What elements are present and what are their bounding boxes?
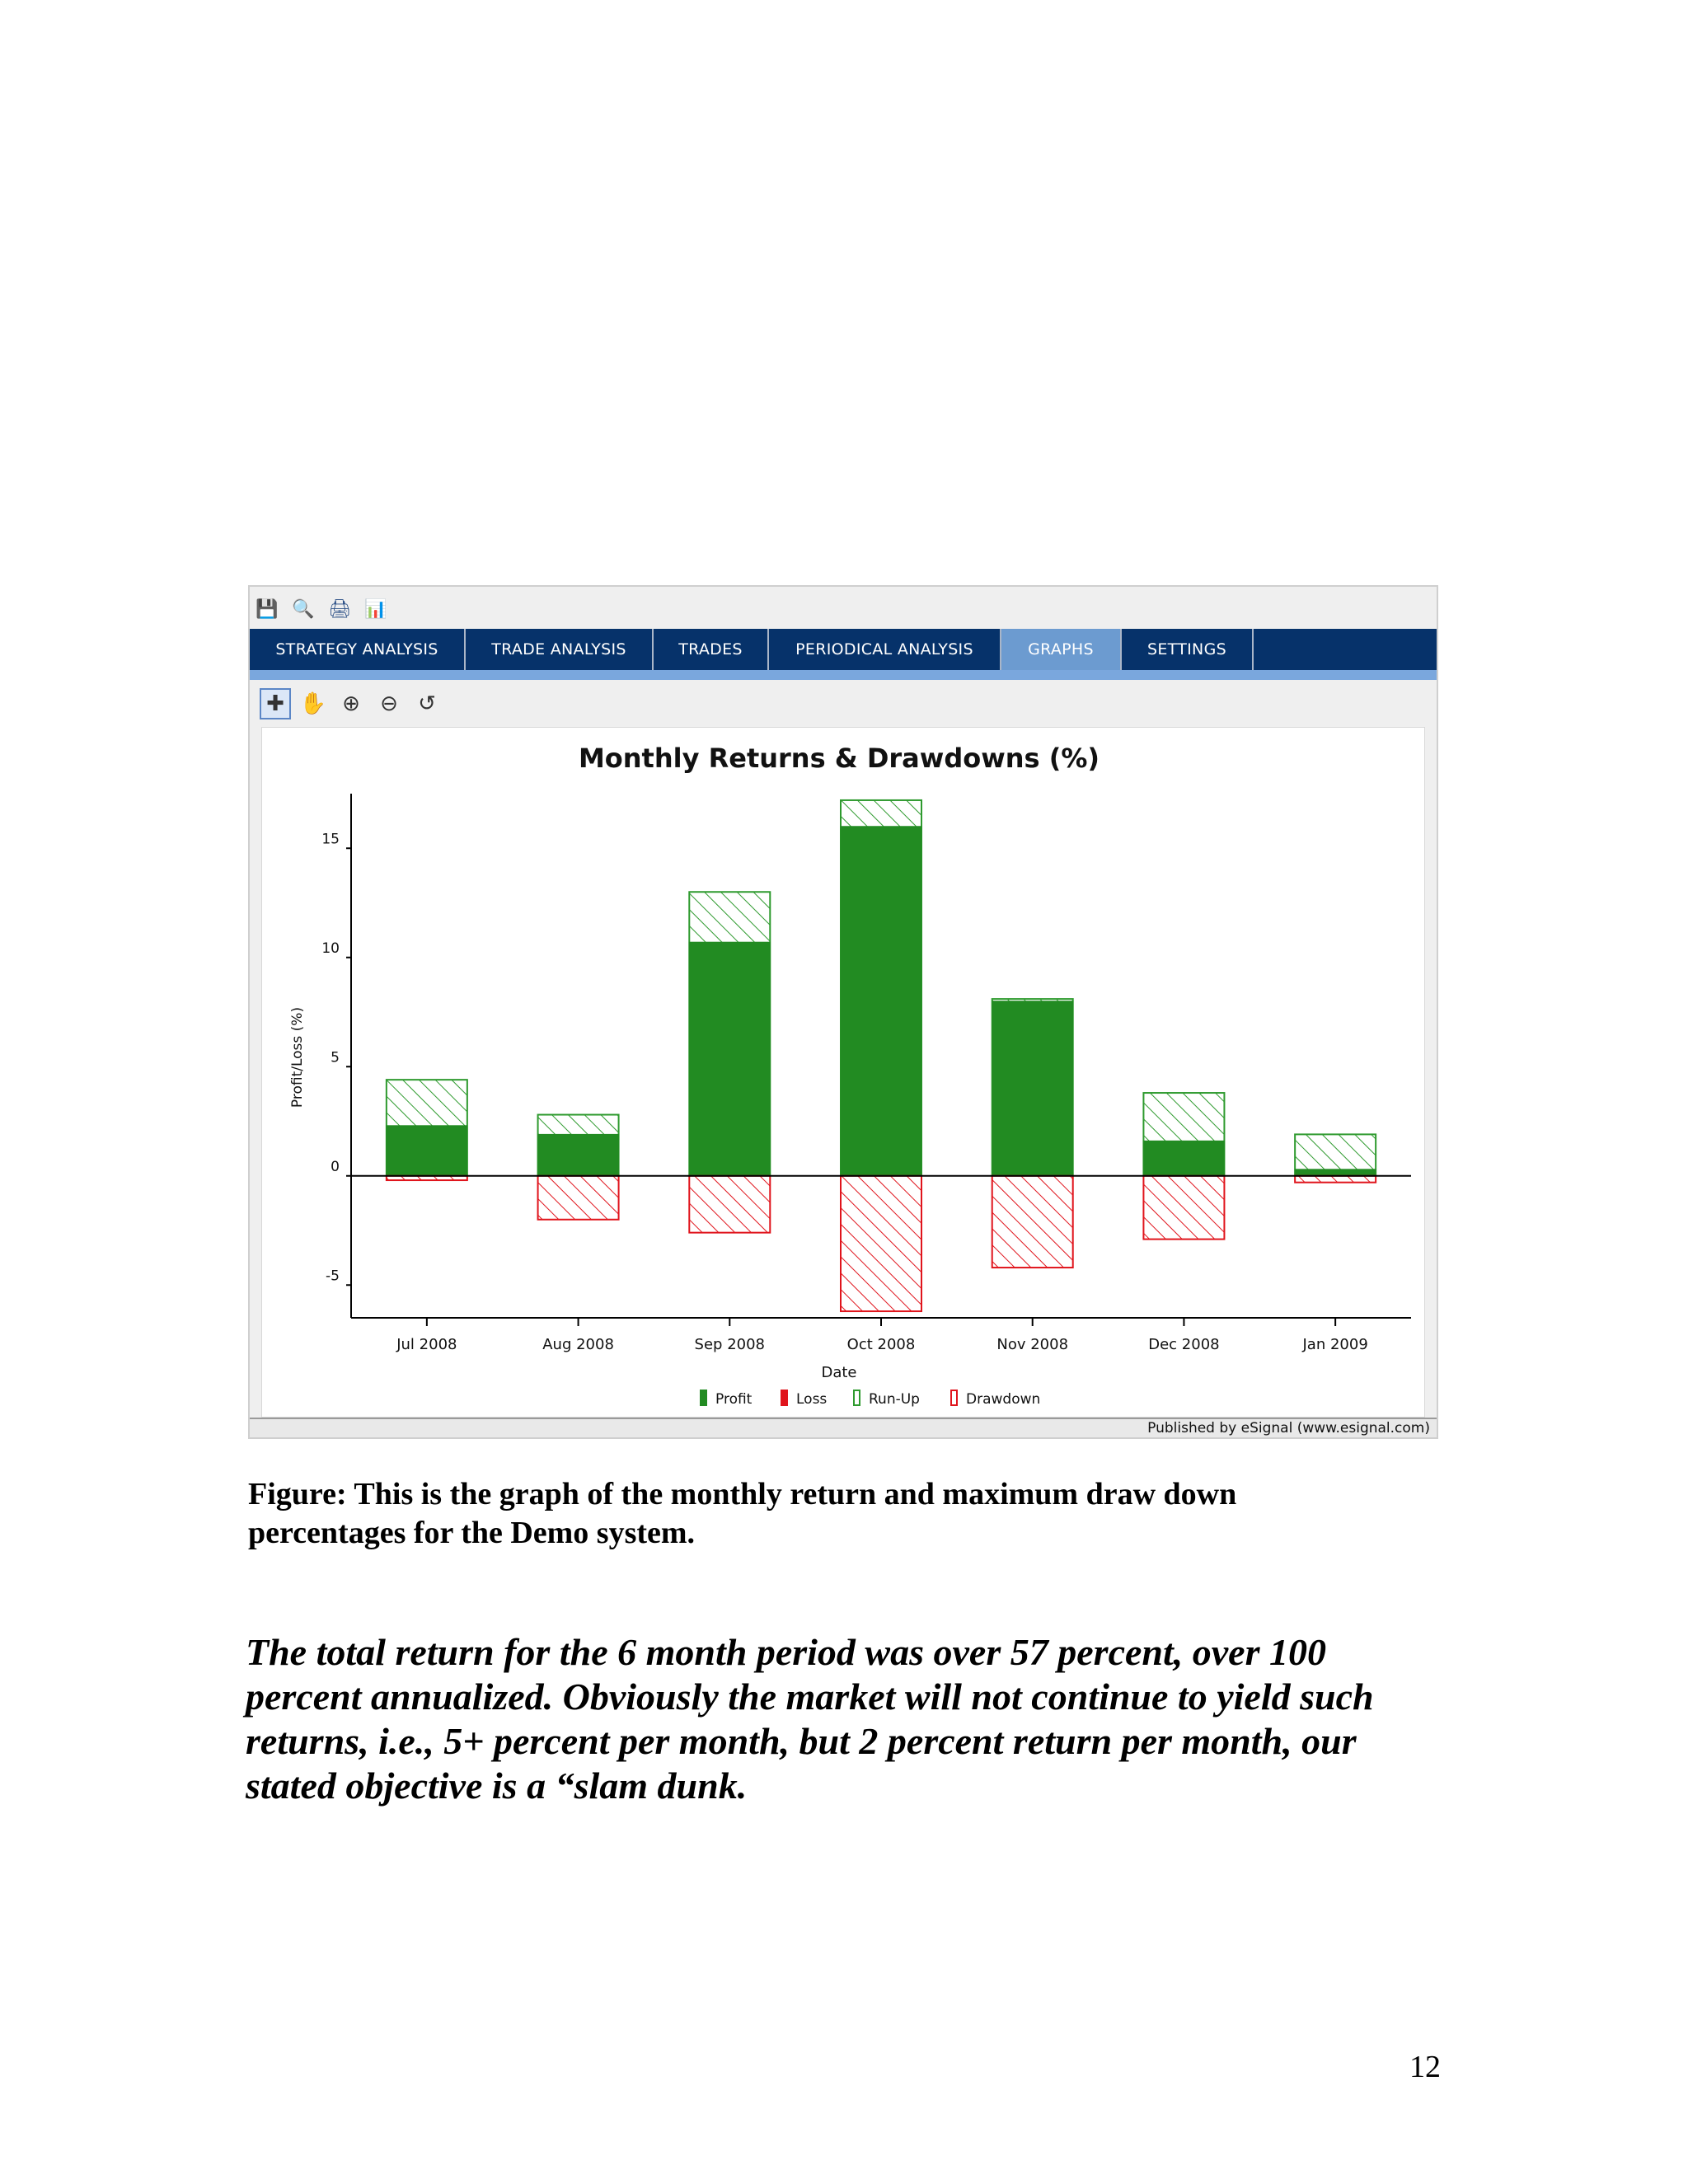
chart-title: Monthly Returns & Drawdowns (%): [578, 743, 1100, 774]
profit-legend-swatch: [701, 1390, 706, 1405]
x-tick-label: Aug 2008: [542, 1336, 614, 1353]
x-tick-label: Nov 2008: [996, 1336, 1069, 1353]
y-tick-label: -5: [326, 1268, 340, 1285]
legend-label: Run-Up: [869, 1391, 920, 1408]
file-toolbar: [250, 587, 1437, 628]
tab-settings[interactable]: SETTINGS: [1122, 629, 1254, 670]
preview-icon[interactable]: 🔍: [292, 598, 315, 620]
tab-graphs[interactable]: GRAPHS: [1001, 629, 1122, 670]
legend-label: Drawdown: [966, 1391, 1041, 1408]
drawdown-bar: [689, 1176, 770, 1233]
y-tick-label: 10: [321, 940, 340, 957]
export-icon[interactable]: 📊: [364, 598, 387, 620]
y-axis-label: Profit/Loss (%): [289, 1006, 306, 1108]
zoom-out-icon[interactable]: ⊖: [380, 691, 398, 716]
x-tick-label: Jan 2009: [1302, 1336, 1368, 1353]
x-tick-label: Jul 2008: [396, 1336, 457, 1353]
legend-label: Profit: [715, 1391, 753, 1408]
run-up-legend-swatch: [854, 1390, 860, 1405]
drawdown-bar: [992, 1176, 1073, 1268]
publisher-note: Published by eSignal (www.esignal.com): [1147, 1420, 1430, 1436]
legend-label: Loss: [796, 1391, 828, 1408]
esignal-report-window: [248, 585, 1438, 1439]
profit-bar: [1295, 1169, 1376, 1176]
profit-bar: [992, 1001, 1073, 1176]
drawdown-bar: [1295, 1176, 1376, 1183]
y-tick-label: 5: [331, 1049, 340, 1066]
drawdown-legend-swatch: [951, 1390, 957, 1405]
drawdown-bar: [538, 1176, 619, 1220]
profit-bar: [538, 1134, 619, 1175]
tab-bar-underline: [250, 670, 1437, 680]
save-icon[interactable]: 💾: [256, 598, 279, 620]
tab-trade-analysis[interactable]: TRADE ANALYSIS: [466, 629, 654, 670]
profit-bar: [689, 942, 770, 1176]
y-tick-label: 15: [321, 831, 340, 848]
profit-bar: [1143, 1141, 1224, 1175]
drawdown-bar: [841, 1176, 921, 1311]
figure-caption: Figure: This is the graph of the monthly return and maximum draw down percentages for the Demo system.: [248, 1477, 1237, 1550]
pan-hand-icon[interactable]: ✋: [299, 691, 327, 716]
chart-panel: [261, 727, 1425, 1418]
monthly-returns-chart: [262, 728, 1424, 1417]
tab-periodical-analysis[interactable]: PERIODICAL ANALYSIS: [769, 629, 1001, 670]
graph-toolbar: [250, 682, 1437, 721]
tab-trades[interactable]: TRADES: [654, 629, 769, 670]
x-tick-label: Oct 2008: [846, 1336, 916, 1353]
reset-icon[interactable]: ↺: [418, 691, 436, 716]
chart-legend: [701, 1390, 1040, 1408]
x-tick-label: Dec 2008: [1148, 1336, 1220, 1353]
x-axis-label: Date: [821, 1364, 857, 1381]
profit-bar: [841, 827, 921, 1176]
page-number: 12: [1409, 2050, 1441, 2084]
status-bar: [250, 1418, 1437, 1437]
x-tick-label: Sep 2008: [694, 1336, 766, 1353]
body-paragraph: The total return for the 6 month period was over 57 percent, over 100 percent annualized. Obviously the market will not continue to yield such returns, i.e., 5+ percent per month, but 2 percent return per month, our stated objective is a “slam dunk.: [246, 1631, 1374, 1807]
tab-bar: [250, 629, 1437, 670]
loss-legend-swatch: [781, 1390, 787, 1405]
crosshair-icon[interactable]: ✚: [260, 688, 291, 719]
tab-strategy-analysis[interactable]: STRATEGY ANALYSIS: [250, 629, 466, 670]
drawdown-bar: [1143, 1176, 1224, 1240]
profit-bar: [387, 1126, 467, 1176]
y-tick-label: 0: [331, 1158, 340, 1175]
print-icon[interactable]: 🖨: [328, 598, 351, 620]
zoom-in-icon[interactable]: ⊕: [342, 691, 360, 716]
